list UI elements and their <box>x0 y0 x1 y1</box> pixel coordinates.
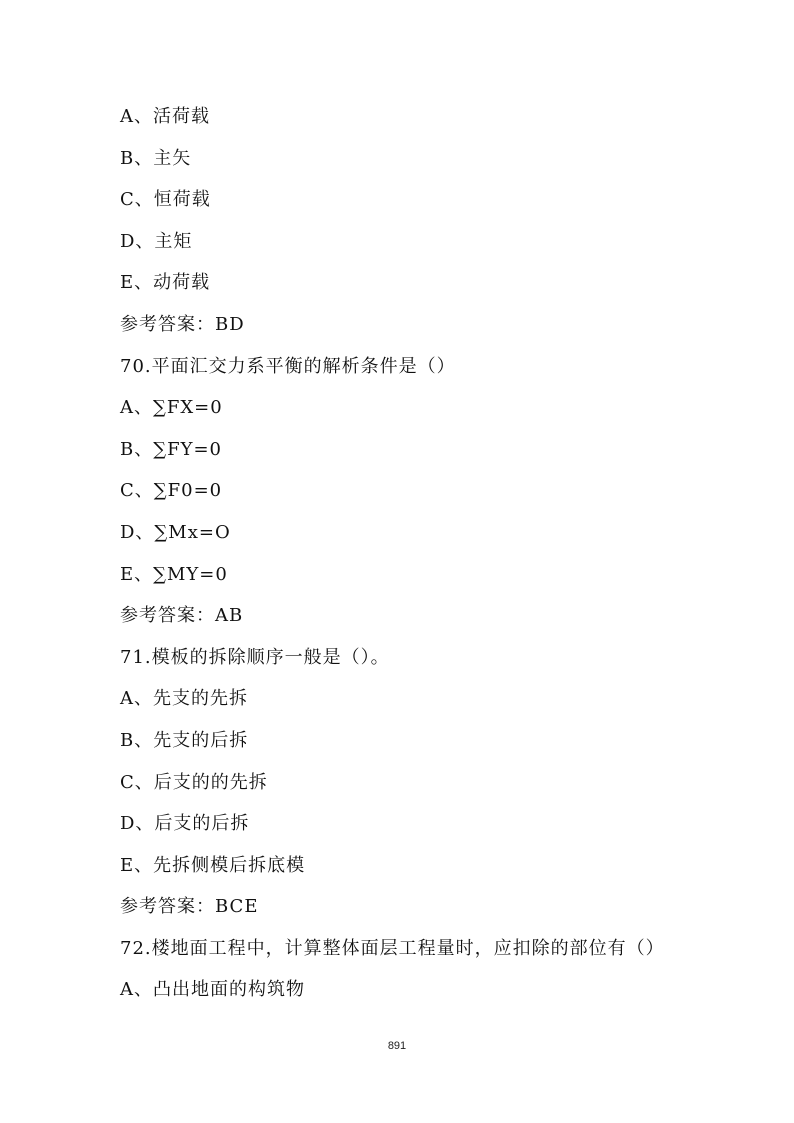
question-72: 72.楼地面工程中，计算整体面层工程量时，应扣除的部位有（） <box>120 938 665 959</box>
option-a-line: A、∑FX=0 <box>120 397 223 418</box>
option-e-line: E、先拆侧模后拆底模 <box>120 855 306 876</box>
option-b-line: B、先支的后拆 <box>120 730 249 751</box>
option-c-line: C、恒荷载 <box>120 189 211 210</box>
option-a-line: A、先支的先拆 <box>120 688 248 709</box>
option-d-line: D、∑Mx=O <box>120 522 231 543</box>
option-b-line: B、主矢 <box>120 148 192 169</box>
option-d-line: D、后支的后拆 <box>120 813 250 834</box>
option-a-line: A、活荷载 <box>120 106 210 127</box>
question-70: 70.平面汇交力系平衡的解析条件是（） <box>120 356 456 377</box>
question-71: 71.模板的拆除顺序一般是（）。 <box>120 647 390 668</box>
option-a-line: A、凸出地面的构筑物 <box>120 979 305 1000</box>
answer-line: 参考答案：AB <box>120 605 244 626</box>
page-number: 891 <box>387 1040 407 1052</box>
option-c-line: C、后支的的先拆 <box>120 772 268 793</box>
answer-line: 参考答案：BCE <box>120 896 259 917</box>
option-d-line: D、主矩 <box>120 231 193 252</box>
option-e-line: E、∑MY=0 <box>120 564 228 585</box>
option-e-line: E、动荷载 <box>120 272 211 293</box>
answer-line: 参考答案：BD <box>120 314 245 335</box>
option-b-line: B、∑FY=0 <box>120 439 222 460</box>
option-c-line: C、∑F0=0 <box>120 480 223 501</box>
